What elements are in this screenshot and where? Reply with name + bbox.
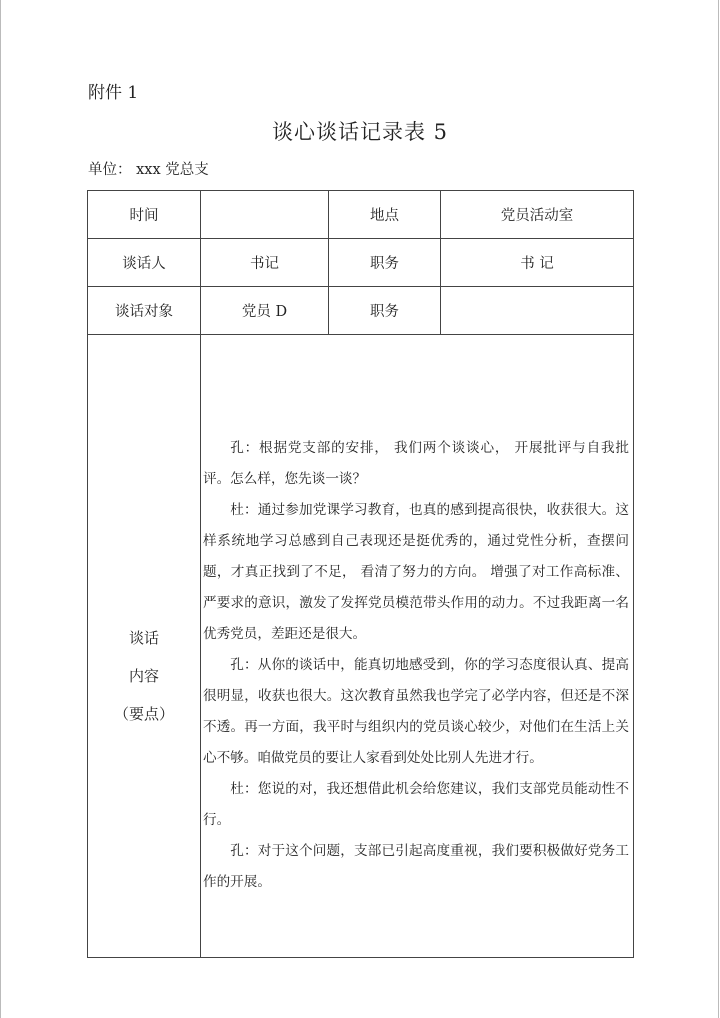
speaker-value: 书记 xyxy=(201,239,329,287)
table-row-time xyxy=(88,191,634,239)
table-row-speaker xyxy=(88,239,634,287)
attachment-label: 附件 1 xyxy=(88,83,139,103)
time-label: 时间 xyxy=(88,191,201,239)
content-cell xyxy=(201,335,634,958)
speaker-label: 谈话人 xyxy=(88,239,201,287)
conversation-record-table xyxy=(87,190,634,958)
content-label-line: 谈话 xyxy=(128,629,159,647)
conversation-paragraph: 孔：从你的谈话中，能真切地感受到，你的学习态度很认真、提高很明显，收获也很大。这次教育虽然我也学完了必学内容，但还是不深不透。再一方面，我平时与组织内的党员谈心较少，对他们在生活上关心不够。咱做党员的要让人家看到处处比别人先进才行。 xyxy=(203,657,629,766)
speaker-position-value: 书 记 xyxy=(441,239,634,287)
place-value: 党员活动室 xyxy=(441,191,634,239)
conversation-paragraph: 杜：您说的对，我还想借此机会给您建议，我们支部党员能动性不行。 xyxy=(203,781,629,828)
conversation-paragraph: 孔：对于这个问题，支部已引起高度重视，我们要积极做好党务工作的开展。 xyxy=(203,843,629,890)
time-value xyxy=(201,191,329,239)
page-edge-right xyxy=(718,0,719,1018)
page-edge-left xyxy=(0,0,1,1018)
place-label: 地点 xyxy=(329,191,441,239)
table-row-content xyxy=(88,335,634,958)
target-position-label: 职务 xyxy=(329,287,441,335)
content-label xyxy=(88,335,201,958)
unit-label: 单位： xyxy=(88,162,132,178)
document-title: 谈心谈话记录表 5 xyxy=(271,120,449,144)
speaker-position-label: 职务 xyxy=(329,239,441,287)
target-label: 谈话对象 xyxy=(88,287,201,335)
conversation-paragraph: 孔：根据党支部的安排， 我们两个谈谈心， 开展批评与自我批评。怎么样，您先谈一谈？ xyxy=(203,440,629,487)
unit-value: xxx 党总支 xyxy=(136,162,209,178)
content-label-line: 内容 xyxy=(128,667,159,685)
table-row-target xyxy=(88,287,634,335)
conversation-paragraph: 杜：通过参加党课学习教育，也真的感到提高很快，收获很大。这样系统地学习总感到自己表现还是挺优秀的，通过党性分析，查摆问题，才真正找到了不足， 看清了努力的方向。 增强了对工作高标准、严要求的意识，激发了发挥党员模范带头作用的动力。不过我距离一名优秀党员，差距还是很大。 xyxy=(203,502,629,642)
target-value: 党员 D xyxy=(201,287,329,335)
content-label-line: （要点） xyxy=(113,705,174,723)
target-position-value xyxy=(441,287,634,335)
unit-line xyxy=(88,158,209,179)
conversation-text xyxy=(201,335,633,898)
